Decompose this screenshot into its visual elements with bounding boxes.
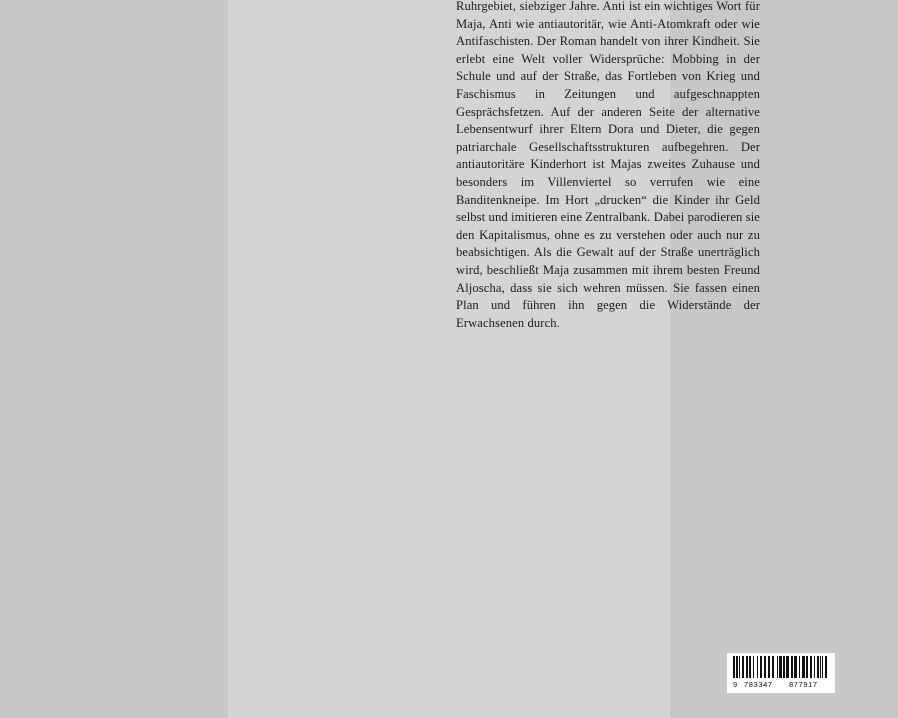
book-back-cover-panel — [228, 0, 818, 718]
blurb-text: Ruhrgebiet, siebziger Jahre. Anti ist ein wichtiges Wort für Maja, Anti wie antiautoritär, wie Anti-Atomkraft oder wie Antifaschisten. Der Roman handelt von ihrer Kindheit. Sie erlebt eine Welt voller Widersprüche: Mobbing in der Schule und auf der Straße, das Fortleben von Krieg und Faschismus in Zeitungen und aufgeschnappten Gesprächsfetzen. Auf der anderen Seite der alternative Lebensentwurf ihrer Eltern Dora und Dieter, die gegen patriarchale Gesellschaftsstrukturen aufbegehren. Der antiautoritäre Kinderhort ist Majas zweites Zuhause und besonders im Villenviertel so verrufen wie eine Banditenkneipe. Im Hort „drucken“ die Kinder ihr Geld selbst und imitieren eine Zentralbank. Dabei parodieren sie den Kapitalismus, ohne es zu verstehen oder auch nur zu beabsichtigen. Als die Gewalt auf der Straße unerträglich wird, beschließt Maja zusammen mit ihrem besten Freund Aljoscha, dass sie sich wehren müssen. Sie fassen einen Plan und führen ihn gegen die Widerstände der Erwachsenen durch. — [456, 0, 764, 330]
barcode-digits — [731, 679, 831, 691]
barcode-digits-middle: 783347 — [744, 680, 773, 689]
barcode-bars — [731, 656, 831, 678]
barcode-digit-left: 9 — [733, 680, 738, 689]
barcode-block — [727, 653, 835, 693]
barcode-digits-right: 877917 — [789, 680, 818, 689]
